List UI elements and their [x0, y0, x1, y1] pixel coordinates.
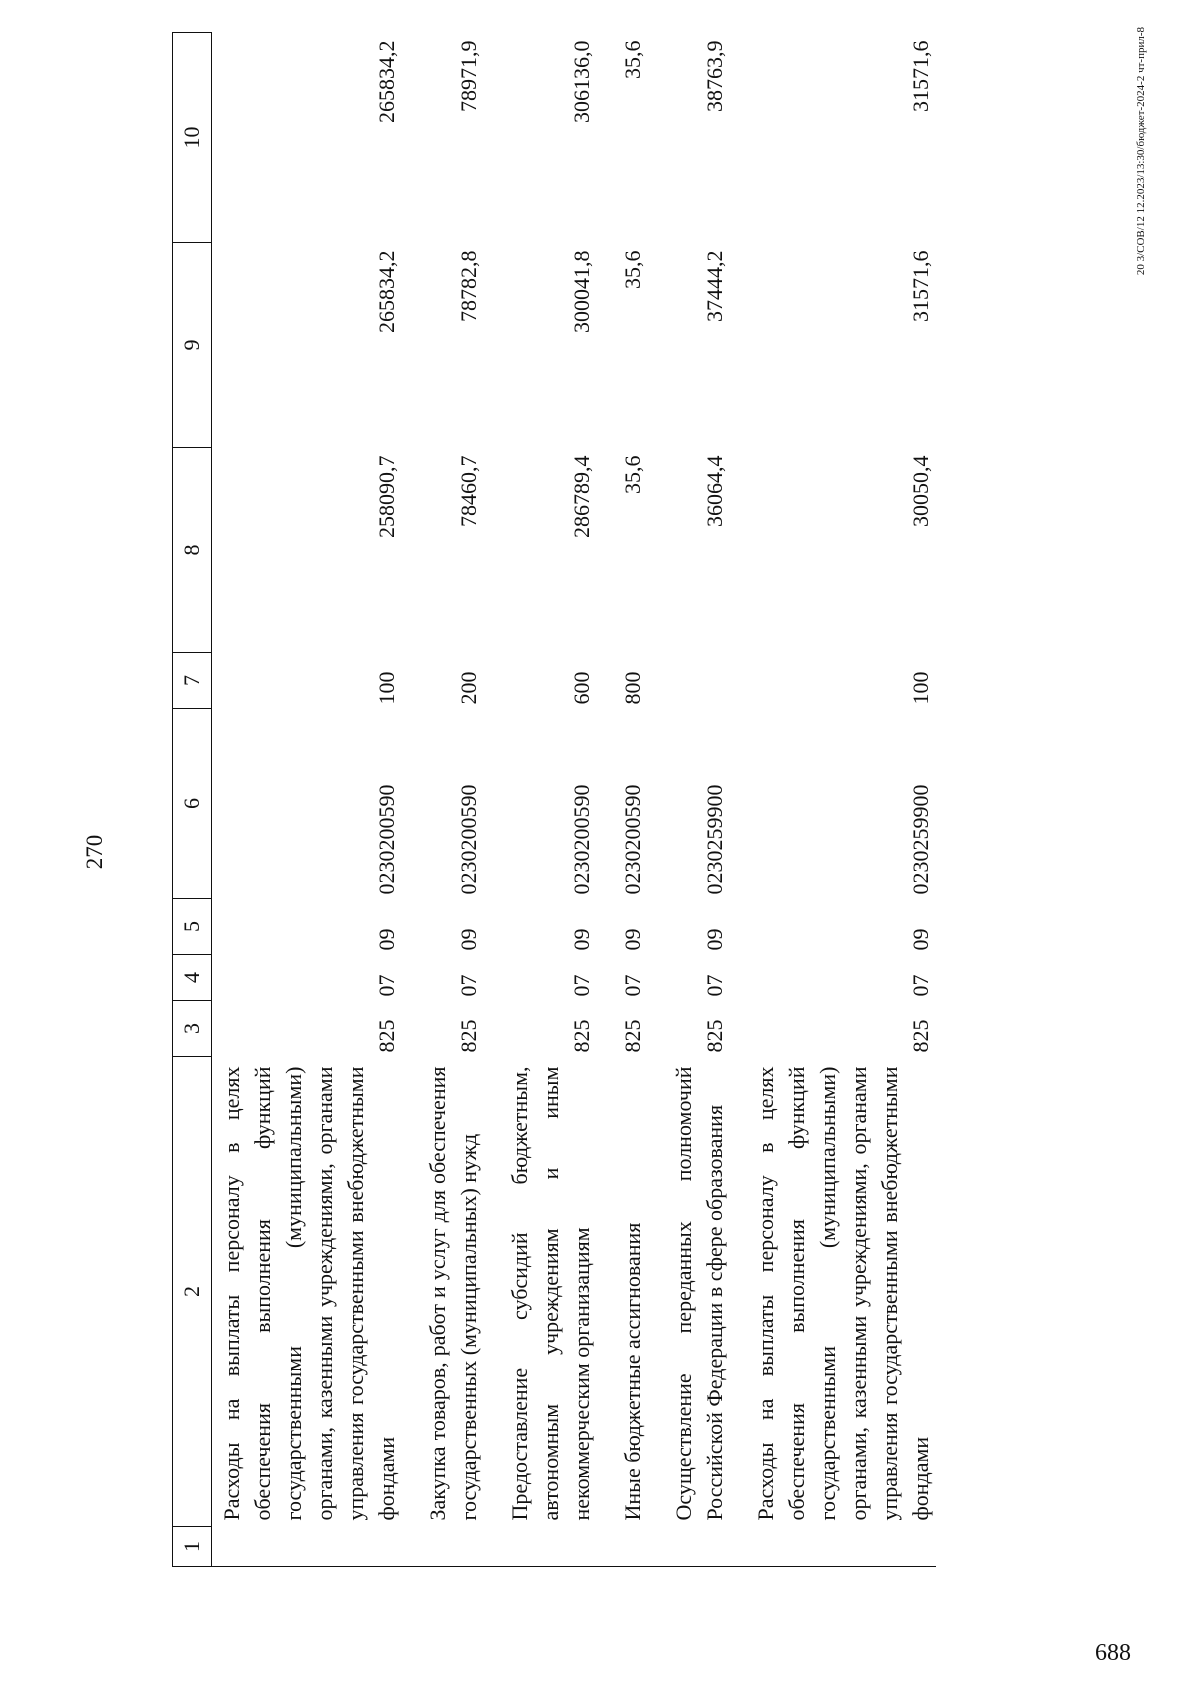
table-cell: 35,6: [620, 455, 645, 494]
table-cell: 0230200590: [569, 784, 594, 895]
table-cell: 800: [620, 671, 645, 705]
table-cell: 07: [702, 974, 727, 997]
table-cell: 265834,2: [374, 250, 399, 333]
table-cell: 09: [908, 928, 933, 951]
document-id-note: 20 3/СОВ/12 12.2023/13:30/бюджет-2024-2 чт-прил-8: [1135, 27, 1147, 276]
column-header: 8: [173, 448, 212, 653]
table-cell: 286789,4: [569, 455, 594, 538]
table-cell: 100: [374, 671, 399, 705]
row-name: Расходы на выплаты персоналу в целях обеспечения выполнения функций государственными (муниципальными) органами, казенными учреждениями, органами управления государственными внебюджетными фондами: [219, 1066, 399, 1521]
table-cell: [648, 1527, 730, 1567]
table-cell: 09: [569, 928, 594, 951]
column-header: 7: [173, 653, 212, 709]
table-cell: 306136,0: [569, 40, 594, 123]
table-cell: 100: [908, 671, 933, 705]
table-cell: 825: [569, 1019, 594, 1053]
sheet-number: 688: [1095, 1640, 1131, 1666]
table-cell: 78971,9: [456, 40, 481, 112]
table-cell: 35,6: [620, 250, 645, 289]
row-name: Расходы на выплаты персоналу в целях обеспечения выполнения функций государственными (муниципальными) органами, казенными учреждениями, органами управления государственными внебюджетными фондами: [753, 1066, 933, 1521]
table-cell: [648, 653, 730, 709]
row-name: Закупка товаров, работ и услуг для обеспечения государственных (муниципальных) нужд: [425, 1066, 481, 1521]
table-cell: 0230200590: [620, 784, 645, 895]
table-cell: 0230200590: [374, 784, 399, 895]
table-cell: [212, 1527, 403, 1567]
table-row: [597, 33, 648, 1567]
column-header: 4: [173, 955, 212, 1001]
table-cell: 07: [374, 974, 399, 997]
column-header: 3: [173, 1001, 212, 1057]
table-row: [648, 33, 730, 1567]
table-cell: 35,6: [620, 40, 645, 79]
table-cell: 30050,4: [908, 455, 933, 527]
table-cell: 0230259900: [702, 784, 727, 895]
column-header: 2: [173, 1057, 212, 1527]
column-header-row: [173, 33, 212, 1567]
table-cell: 265834,2: [374, 40, 399, 123]
table-cell: [730, 1527, 936, 1567]
row-name: Предоставление субсидий бюджетным, автономным учреждениям и иным некоммерческим организациям: [507, 1066, 594, 1521]
table-cell: 36064,4: [702, 455, 727, 527]
table-cell: 600: [569, 671, 594, 705]
table-cell: 07: [569, 974, 594, 997]
table-cell: 38763,9: [702, 40, 727, 112]
table-cell: 09: [456, 928, 481, 951]
table-cell: 0230259900: [908, 784, 933, 895]
row-name: Осуществление переданных полномочий Российской Федерации в сфере образования: [671, 1066, 727, 1521]
table-row: [212, 33, 403, 1567]
table-cell: 09: [374, 928, 399, 951]
table-cell: 78782,8: [456, 250, 481, 322]
table-cell: 825: [908, 1019, 933, 1053]
table-cell: 200: [456, 671, 481, 705]
table-cell: 825: [456, 1019, 481, 1053]
table-cell: [597, 1527, 648, 1567]
column-header: 10: [173, 33, 212, 243]
column-header: 9: [173, 243, 212, 448]
table-cell: 37444,2: [702, 250, 727, 322]
column-header: 5: [173, 899, 212, 955]
column-header: 1: [173, 1527, 212, 1567]
table-cell: 825: [702, 1019, 727, 1053]
table-row: [484, 33, 597, 1567]
table-cell: 07: [456, 974, 481, 997]
table-cell: 0230200590: [456, 784, 481, 895]
table-row: [730, 33, 936, 1567]
table-cell: 825: [374, 1019, 399, 1053]
table-cell: 07: [908, 974, 933, 997]
row-name: Иные бюджетные ассигнования: [620, 1222, 645, 1521]
table-cell: 07: [620, 974, 645, 997]
table-cell: 300041,8: [569, 250, 594, 333]
table-cell: [402, 1527, 484, 1567]
column-header: 6: [173, 709, 212, 899]
table-row: [402, 33, 484, 1567]
table-cell: 31571,6: [908, 250, 933, 322]
table-cell: 78460,7: [456, 455, 481, 527]
page-number: 270: [82, 834, 107, 870]
table-cell: 09: [620, 928, 645, 951]
table-cell: 09: [702, 928, 727, 951]
table-cell: 31571,6: [908, 40, 933, 112]
table-cell: 258090,7: [374, 455, 399, 538]
budget-table: [172, 32, 936, 1567]
table-cell: 825: [620, 1019, 645, 1053]
table-cell: [484, 1527, 597, 1567]
